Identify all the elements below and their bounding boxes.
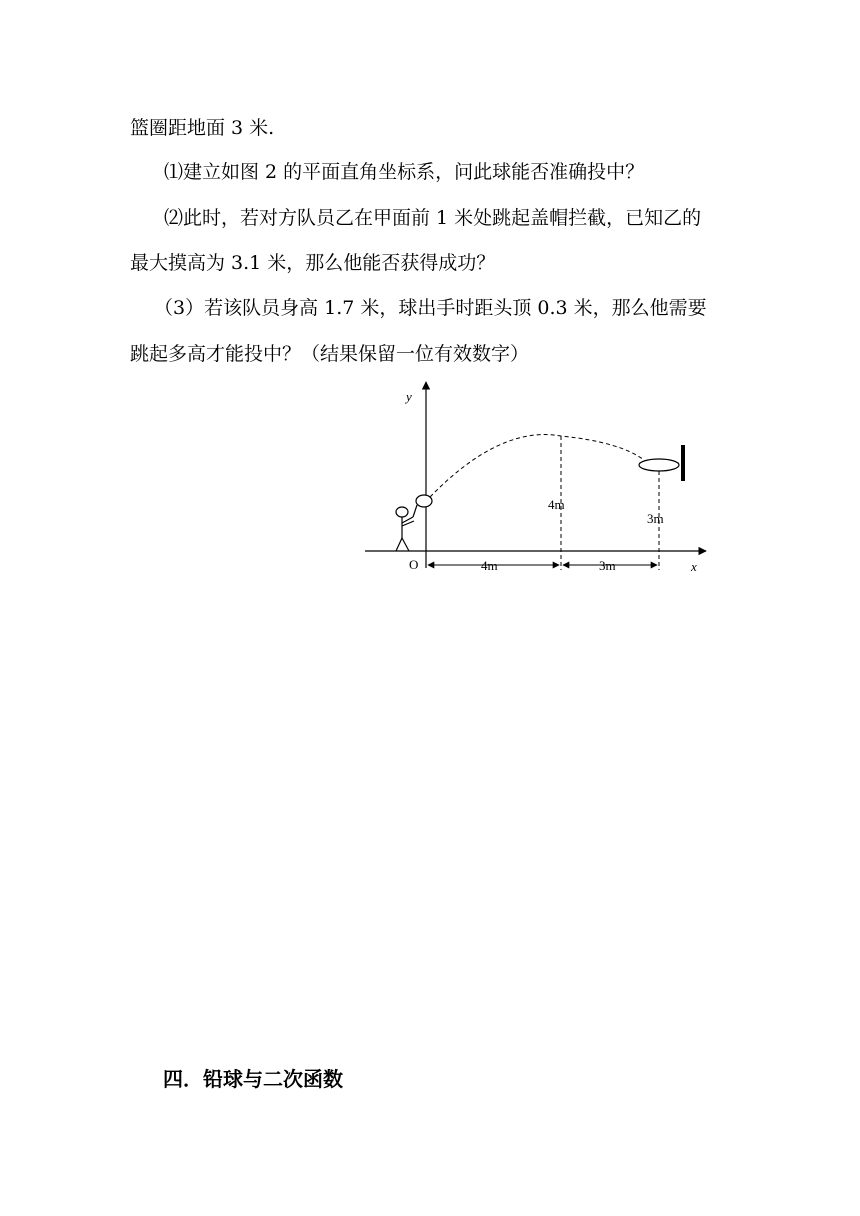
player-figure: [396, 505, 417, 551]
paragraph-line-1: 篮圈距地面 3 米.: [130, 117, 275, 139]
question-1: ⑴建立如图 2 的平面直角坐标系，问此球能否准确投中？: [164, 161, 645, 183]
question-2-line-2: 最大摸高为 3.1 米，那么他能否获得成功？: [130, 252, 496, 274]
distance-label-1: 4m: [481, 558, 498, 573]
origin-label: O: [409, 557, 419, 572]
question-3-line-1: （3）若该队员身高 1.7 米，球出手时距头顶 0.3 米，那么他需要: [154, 297, 707, 319]
question-3-line-2: 跳起多高才能投中？（结果保留一位有效数字）: [130, 343, 530, 365]
hoop-height-label: 3m: [647, 511, 664, 526]
ball-trajectory: [430, 435, 644, 497]
x-axis-label: x: [691, 559, 697, 574]
y-axis-label: y: [406, 389, 412, 404]
peak-height-label: 4m: [548, 497, 565, 512]
section-heading: 四．铅球与二次函数: [163, 1067, 343, 1091]
question-2-line-1: ⑵此时，若对方队员乙在甲面前 1 米处跳起盖帽拦截，已知乙的: [164, 207, 702, 229]
ball: [416, 495, 432, 507]
hoop: [639, 459, 679, 471]
distance-label-2: 3m: [599, 558, 616, 573]
